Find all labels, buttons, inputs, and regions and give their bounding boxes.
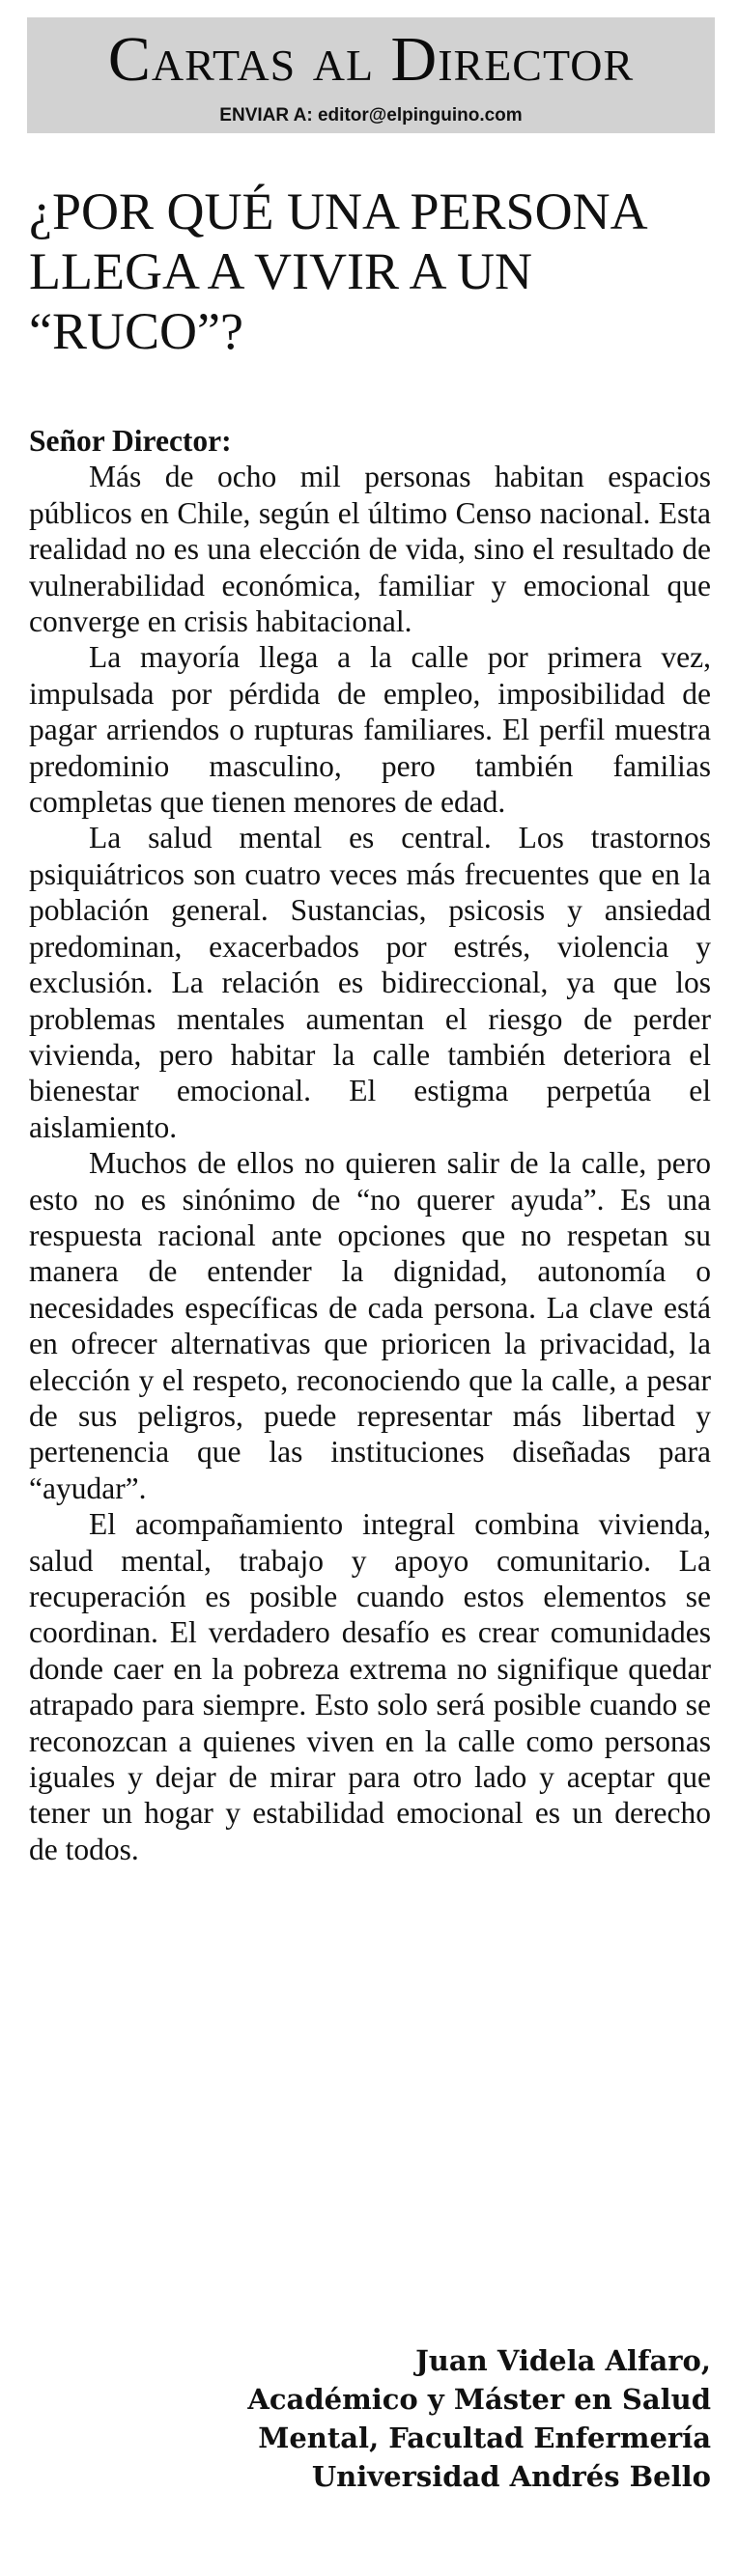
author-university: Universidad Andrés Bello (311, 2460, 711, 2493)
section-header (27, 17, 715, 133)
letter-paragraph: La salud mental es central. Los trastornos psiquiátricos son cuatro veces más frecuentes que en la población general. Sustancias, psicosis y ansiedad predominan, exacerbados por estrés, violencia y exclusión. La relación es bidireccional, ya que los problemas mentales aumentan el riesgo de perder vivienda, pero habitar la calle también deteriora el bienestar emocional. El estigma perpetúa el aislamiento. (29, 821, 711, 1144)
author-faculty: Mental, Facultad Enfermería (258, 2422, 711, 2454)
salutation: Señor Director: (29, 424, 232, 458)
section-title: Cartas al Director (107, 24, 635, 95)
letter-body (29, 423, 711, 1867)
author-name: Juan Videla Alfaro, (415, 2344, 711, 2377)
author-signature (29, 2341, 711, 2496)
letter-paragraph: Más de ocho mil personas habitan espacios públicos en Chile, según el último Censo nacional. Esta realidad no es una elección de vida, sino el resultado de vulnerabilidad económica, familiar y emocional que converge en crisis habitacional. (29, 460, 711, 639)
author-role: Académico y Máster en Salud (247, 2383, 711, 2416)
letter-paragraph: La mayoría llega a la calle por primera vez, impulsada por pérdida de empleo, imposibilidad de pagar arriendos o rupturas familiares. El perfil muestra predominio masculino, pero también familias completas que tienen menores de edad. (29, 640, 711, 820)
letter-paragraph: Muchos de ellos no quieren salir de la calle, pero esto no es sinónimo de “no querer ayuda”. Es una respuesta racional ante opciones que no respetan su manera de entender la dignidad, autonomía o necesidades específicas de cada persona. La clave está en ofrecer alternativas que prioricen la privacidad, la elección y el respeto, reconociendo que la calle, a pesar de sus peligros, puede representar más libertad y pertenencia que las instituciones diseñadas para “ayudar”. (29, 1146, 711, 1505)
submit-email-line: ENVIAR A: editor@elpinguino.com (219, 105, 523, 126)
letter-headline: ¿POR QUÉ UNA PERSONA LLEGA A VIVIR A UN “RUCO”? (29, 182, 645, 360)
letter-paragraph: El acompañamiento integral combina vivienda, salud mental, trabajo y apoyo comunitario. La recuperación es posible cuando estos elementos se coordinan. El verdadero desafío es crear comunidades donde caer en la pobreza extrema no signifique quedar atrapado para siempre. Esto solo será posible cuando se reconozcan a quienes viven en la calle como personas iguales y dejar de mirar para otro lado y aceptar que tener un hogar y estabilidad emocional es un derecho de todos. (29, 1507, 711, 1866)
